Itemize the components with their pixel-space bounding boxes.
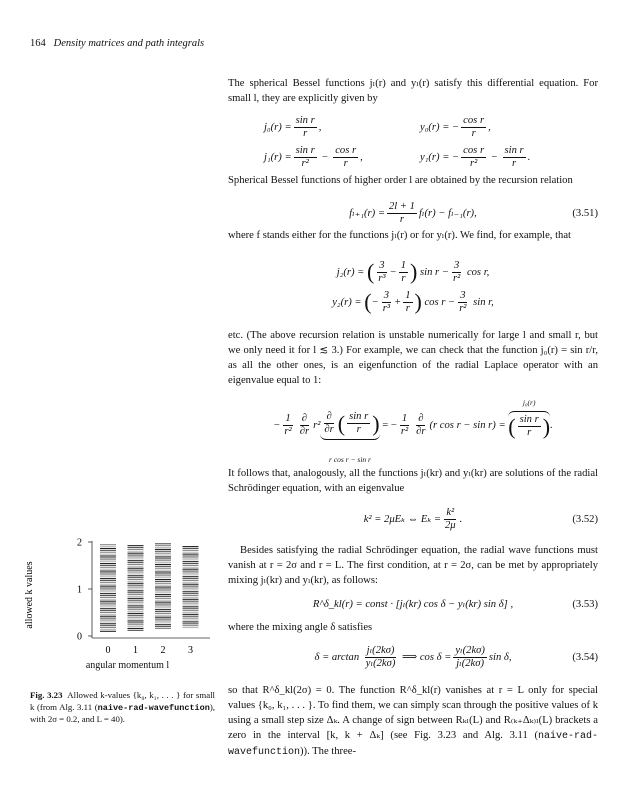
- equation-3-54: δ = arctan $\frac{\text{jₗ(2kσ)}}{\text{yₗ(2kσ)}}$ ⟹ cos δ = $\frac{\text{yₗ(2kσ)}}{\text{jₗ(2kσ)}}$ sin δ, (3.54): [314, 644, 598, 669]
- running-header: [30, 38, 204, 49]
- x-tick-label: 3: [188, 645, 193, 656]
- figure-3-23-plot: [20, 525, 220, 656]
- chapter-title: Density matrices and path integrals: [53, 38, 205, 49]
- y-tick-label: 1: [77, 584, 82, 596]
- equation-3-51: fₗ₊₁(r) = $\frac{2l + 1}{r}$ fₗ(r) − fₗ₋₁(r), (3.51): [349, 200, 598, 225]
- y-axis-label: allowed k values: [24, 561, 35, 629]
- paragraph-6: Besides satisfying the radial Schrödinger equation, the radial wave functions must vanish at r = 2σ and r = L. The first condition, at r = 2σ, can be met by appropriately mixing jₗ(kr) and yₗ(kr), as follows:: [228, 545, 598, 586]
- page-number: 164: [30, 38, 46, 49]
- y-tick-label: 2: [77, 537, 82, 549]
- y-tick-label: 0: [77, 631, 82, 643]
- equation-y2: y₂(r) = ( − $\frac{3}{\text{r³}}$ + $\frac{1}{r}$ ) cos r − $\frac{3}{\text{r²}}$ sin r,: [332, 289, 494, 314]
- equation-j1-y1: j₁(r) = $\frac{\text{sin r}}{\text{r²}}$ − $\frac{\text{cos r}}{r}$ , y₁(r) = − $\frac{\text{cos r}}{\text{r²}}$ − $\frac{\text{sin r}}{r}$ .: [264, 144, 531, 169]
- algorithm-name: naive-rad-wavefunction: [228, 731, 598, 758]
- equation-j0-y0: j₀(r) = $\frac{\text{sin r}}{r}$ , y₀(r) = − $\frac{\text{cos r}}{r}$ ,: [264, 114, 491, 139]
- equation-number: (3.51): [572, 207, 598, 219]
- x-tick-label: 2: [160, 645, 166, 656]
- equation-number: (3.54): [572, 651, 598, 663]
- equation-j2: j₂(r) = ( $\frac{3}{\text{r³}}$ − $\frac{1}{r}$ ) sin r − $\frac{3}{\text{r²}}$ cos r,: [336, 259, 490, 284]
- equation-number: (3.52): [572, 513, 598, 525]
- paragraph-5: It follows that, analogously, all the functions jₗ(kr) and yₗ(kr) are solutions of the radial Schrödinger equation, with an eigenvalue: [228, 468, 598, 494]
- figure-label: Fig. 3.23: [30, 690, 63, 700]
- paragraph-7: where the mixing angle δ satisfies: [228, 622, 373, 633]
- underbrace-label: r cos r − sin r: [329, 454, 371, 464]
- paragraph-4: etc. (The above recursion relation is unstable numerically for large l and small r, but we only need it for l ≲ 3.) For example, we can check that the function j₀(r) = sin r/r, as all the other ones, is an eigenfunction of the radial Laplace operator with an eigenvalue equal to 1:: [228, 330, 598, 386]
- overbrace-label: j₀(r): [522, 397, 536, 407]
- paragraph-8: so that R^δ_kl(2σ) = 0. The function R^δ_kl(r) vanishes at r = L only for special values {k₀, k₁, . . . }. To find them, we can simply scan through the positive values of k using a small step size Δₖ. A change of sign between Rₖₗ(L) and R₍ₖ₊Δₖ₎ₗ(L) brackets a zero in the interval [k, k + Δₖ] (see Fig. 3.23 and Alg. 3.11 (naive-rad-wavefunction)). The three-: [228, 685, 598, 758]
- x-tick-label: 1: [133, 645, 138, 656]
- paragraph-2: Spherical Bessel functions of higher order l are obtained by the recursion relation: [228, 175, 573, 186]
- equation-3-53: R^δ_kl(r) = const · [jₗ(kr) cos δ − yₗ(kr) sin δ] , (3.53): [312, 598, 598, 610]
- equation-3-52: k² = 2μEₖ ⇔ Eₖ = $\frac{\text{k²}}{2\mu}$ . (3.52): [363, 506, 598, 531]
- x-tick-label: 0: [105, 645, 111, 656]
- figure-caption: Fig. 3.23 Allowed k-values {k₀, k₁, . . . } for small k (from Alg. 3.11 (naive-rad-wavefunction), with 2σ = 0.2, and L = 40).: [30, 690, 215, 724]
- equation-laplace: − $\frac{1}{\text{r²}}$ $\frac{\partial}{\partial r}$ r² $\frac{\partial}{\partial r}$ ( $\frac{\text{sin r}}{r}$ ) r cos r − sin r = − $\frac{1}{\text{r²}}$ $\frac{\partial}{\partial r}$ (r cos r − sin r) = j₀(r) ( $\frac{\text{sin r}}{r}$ ) .: [273, 397, 553, 464]
- equation-number: (3.53): [572, 598, 598, 610]
- x-axis-label: angular momentum l: [85, 660, 170, 671]
- paragraph-1: The spherical Bessel functions jₗ(r) and yₗ(r) satisfy this differential equation. For small l, they are explicitly given by: [228, 78, 598, 104]
- paragraph-3: where f stands either for the functions jₗ(r) or for yₗ(r). We find, for example, that: [228, 230, 571, 241]
